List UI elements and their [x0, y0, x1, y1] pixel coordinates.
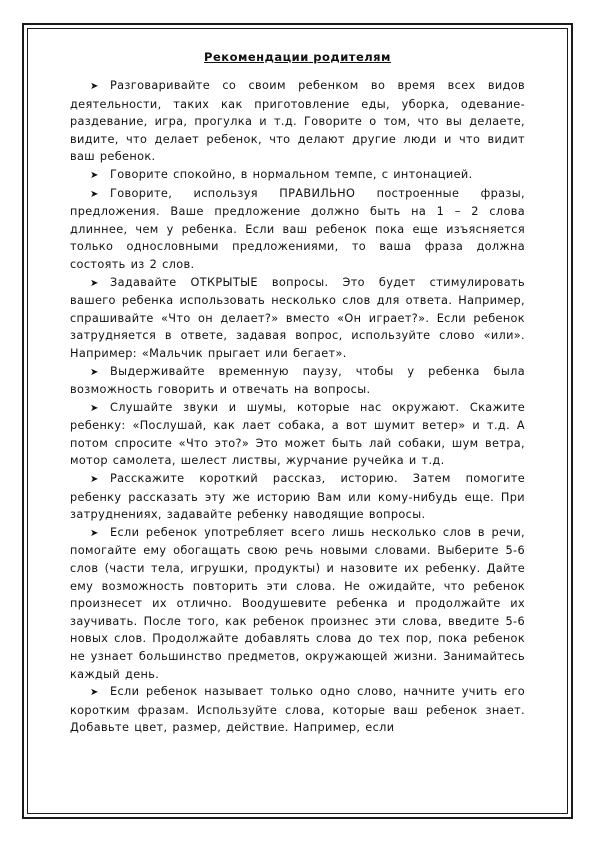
recommendation-text: Расскажите короткий рассказ, историю. Затем помогите ребенку рассказать эту же историю Вам или кому-нибудь еще. При затруднениях, задавайте ребенку наводящие вопросы.: [70, 472, 525, 522]
recommendation-text: Слушайте звуки и шумы, которые нас окружают. Скажите ребенку: «Послушай, как лает собака, а вот шумит ветер» и т.д. А потом спросите «Что это?» Это может быть лай собаки, шум ветра, мотор самолета, шелест листвы, журчание ручейка и т.д.: [70, 400, 525, 468]
arrow-bullet-icon: ➤: [90, 188, 99, 200]
recommendation-item: [70, 77, 525, 166]
recommendation-item: [70, 274, 525, 363]
recommendation-item: [70, 399, 525, 470]
arrow-bullet-icon: ➤: [90, 366, 99, 378]
recommendation-item: [70, 185, 525, 274]
recommendation-text: Разговаривайте со своим ребенком во время всех видов деятельности, таких как приготовление еды, уборка, одевание-раздевание, игра, прогулка и т.д. Говорите о том, что вы делаете, видите, что делает ребенок, что делают другие люди и что видит ваш ребенок.: [70, 79, 525, 164]
document-body: [70, 50, 525, 737]
document-title: Рекомендации родителям: [204, 50, 391, 64]
recommendation-item: [70, 470, 525, 524]
arrow-bullet-icon: ➤: [90, 277, 99, 289]
recommendation-text: Говорите, используя ПРАВИЛЬНО построенные фразы, предложения. Ваше предложение должно быть на 1 – 2 слова длиннее, чем у ребенка. Если ваш ребенок пока еще изъясняется только однословными предложениями, то ваша фраза должна состоять из 2 слов.: [70, 186, 525, 271]
recommendation-text: Задавайте ОТКРЫТЫЕ вопросы. Это будет стимулировать вашего ребенка использовать несколько слов для ответа. Например, спрашивайте «Что он делает?» вместо «Он играет?». Если ребенок затрудняется в ответе, задавая вопрос, используйте слово «или». Например: «Мальчик прыгает или бегает».: [70, 275, 525, 360]
arrow-bullet-icon: ➤: [90, 81, 99, 92]
recommendation-item: [70, 683, 525, 737]
arrow-bullet-icon: ➤: [90, 169, 99, 181]
arrow-bullet-icon: ➤: [90, 687, 99, 699]
recommendation-text: Если ребенок употребляет всего лишь несколько слов в речи, помогайте ему обогащать свою речь новыми словами. Выберите 5-6 слов (части тела, игрушки, продукты) и назовите их ребенку. Дайте ему возможность повторить эти слова. Не ожидайте, что ребенок произнесет их отлично. Воодушевите ребенка и продолжайте их заучивать. После того, как ребенок произнес эти слова, введите 5-6 новых слов. Продолжайте добавлять слова до тех пор, пока ребенок не узнает большинство предметов, окружающей жизни. Занимайтесь каждый день.: [70, 525, 525, 681]
recommendations-list: [70, 77, 525, 737]
arrow-bullet-icon: ➤: [90, 474, 99, 486]
arrow-bullet-icon: ➤: [90, 402, 99, 414]
recommendation-text: Если ребенок называет только одно слово, начните учить его коротким фразам. Используйте слова, которые ваш ребенок знает. Добавьте цвет, размер, действие. Например, если: [70, 685, 525, 735]
recommendation-item: [70, 363, 525, 399]
recommendation-item: [70, 524, 525, 683]
recommendation-text: Выдерживайте временную паузу, чтобы у ребенка была возможность говорить и отвечать на вопросы.: [70, 364, 525, 397]
recommendation-item: [70, 166, 525, 185]
arrow-bullet-icon: ➤: [90, 527, 99, 539]
recommendation-text: Говорите спокойно, в нормальном темпе, с интонацией.: [110, 167, 473, 181]
